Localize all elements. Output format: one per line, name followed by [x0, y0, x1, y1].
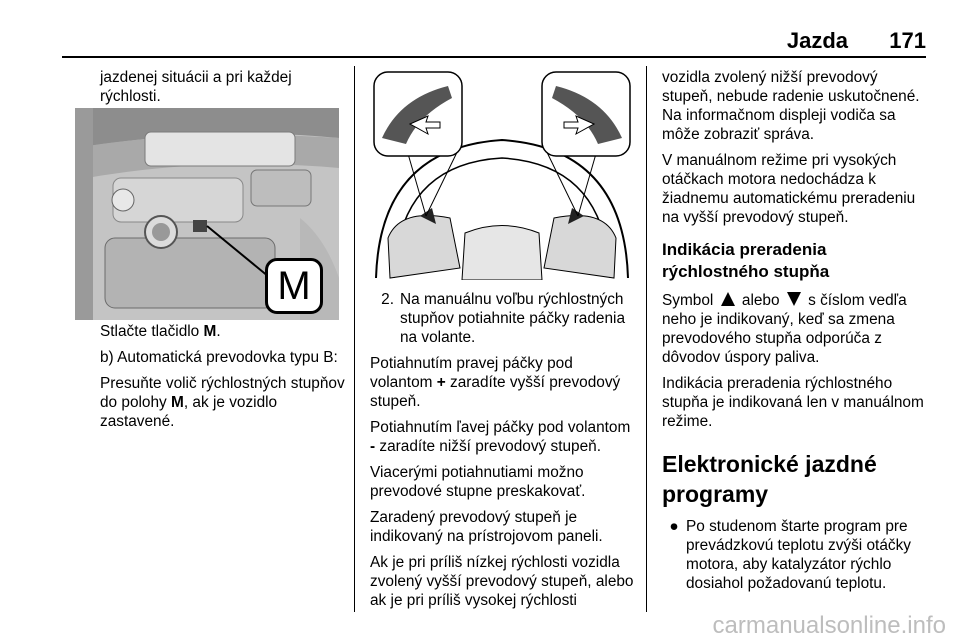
figure-dashboard-m-button	[75, 108, 339, 320]
running-header-title: Jazda	[786, 28, 848, 53]
shift-indication-heading: Indikácia preradenia rýchlostného stupňa	[662, 240, 830, 281]
column-1-lower	[100, 322, 348, 438]
shift-symbol-paragraph: Symbol alebo s číslom vedľa neho je indikovaný, keď sa zmena prevodového stupňa odporúča z dôvodov úspory paliva.	[662, 292, 907, 366]
m-key-callout: M	[265, 258, 323, 314]
column-divider-left	[354, 66, 355, 612]
electronic-programs-heading: Elektronické jazdné programy	[662, 451, 877, 507]
column-2	[370, 290, 634, 617]
continued-paragraph: vozidla zvolený nižší prevodový stupeň, nebude radenie uskutočnené. Na informačnom displeji vodiča sa môže zobraziť správa.	[662, 69, 920, 143]
intro-text: jazdenej situácii a pri každej rýchlosti.	[100, 69, 292, 105]
triangle-down-icon	[787, 292, 801, 306]
skip-gears-paragraph: Viacerými potiahnutiami možno prevodové stupne preskakovať.	[370, 464, 586, 500]
watermark: carmanualsonline.info	[712, 612, 946, 639]
shift-refusal-paragraph: Ak je pri príliš nízkej rýchlosti vozidla zvolený vyšší prevodový stupeň, alebo ak je pri príliš vysokej rýchlosti	[370, 554, 634, 609]
manual-only-paragraph: Indikácia preradenia rýchlostného stupňa je indikovaná len v manuálnom režime.	[662, 375, 924, 430]
bullet-icon: ●	[669, 518, 679, 535]
column-1	[100, 68, 348, 113]
header-rule	[62, 56, 926, 58]
cold-start-bullet	[662, 517, 928, 593]
step-text: Na manuálnu voľbu rýchlostných stupňov potiahnite páčky radenia na volante.	[400, 291, 626, 346]
figure-steering-paddles	[370, 68, 634, 280]
press-m-instruction: Stlačte tlačidlo M.	[100, 323, 221, 340]
step-number: 2.	[381, 291, 394, 308]
column-divider-right	[646, 66, 647, 612]
upshift-paragraph: Potiahnutím pravej páčky pod volantom + zaradíte vyšší prevodový stupeň.	[370, 355, 621, 410]
gear-indicator-paragraph: Zaradený prevodový stupeň je indikovaný na prístrojovom paneli.	[370, 509, 603, 545]
step-2	[370, 290, 634, 347]
downshift-paragraph: Potiahnutím ľavej páčky pod volantom - zaradíte nižší prevodový stupeň.	[370, 419, 631, 455]
manual-mode-paragraph: V manuálnom režime pri vysokých otáčkach motora nedochádza k žiadnemu automatickému preradeniu na vyšší prevodový stupeň.	[662, 152, 916, 226]
column-3	[662, 68, 928, 593]
move-selector-instruction: Presuňte volič rýchlostných stupňov do polohy M, ak je vozidlo zastavené.	[100, 375, 345, 430]
steering-wheel-illustration	[370, 68, 634, 280]
page-number: 171	[889, 28, 926, 53]
cold-start-text: Po studenom štarte program pre prevádzkovú teplotu zvýši otáčky motora, aby katalyzátor rýchlo dosiahol požadovanú teplotu.	[686, 518, 911, 592]
triangle-up-icon	[721, 292, 735, 306]
automatic-b-heading: b) Automatická prevodovka typu B:	[100, 349, 338, 366]
